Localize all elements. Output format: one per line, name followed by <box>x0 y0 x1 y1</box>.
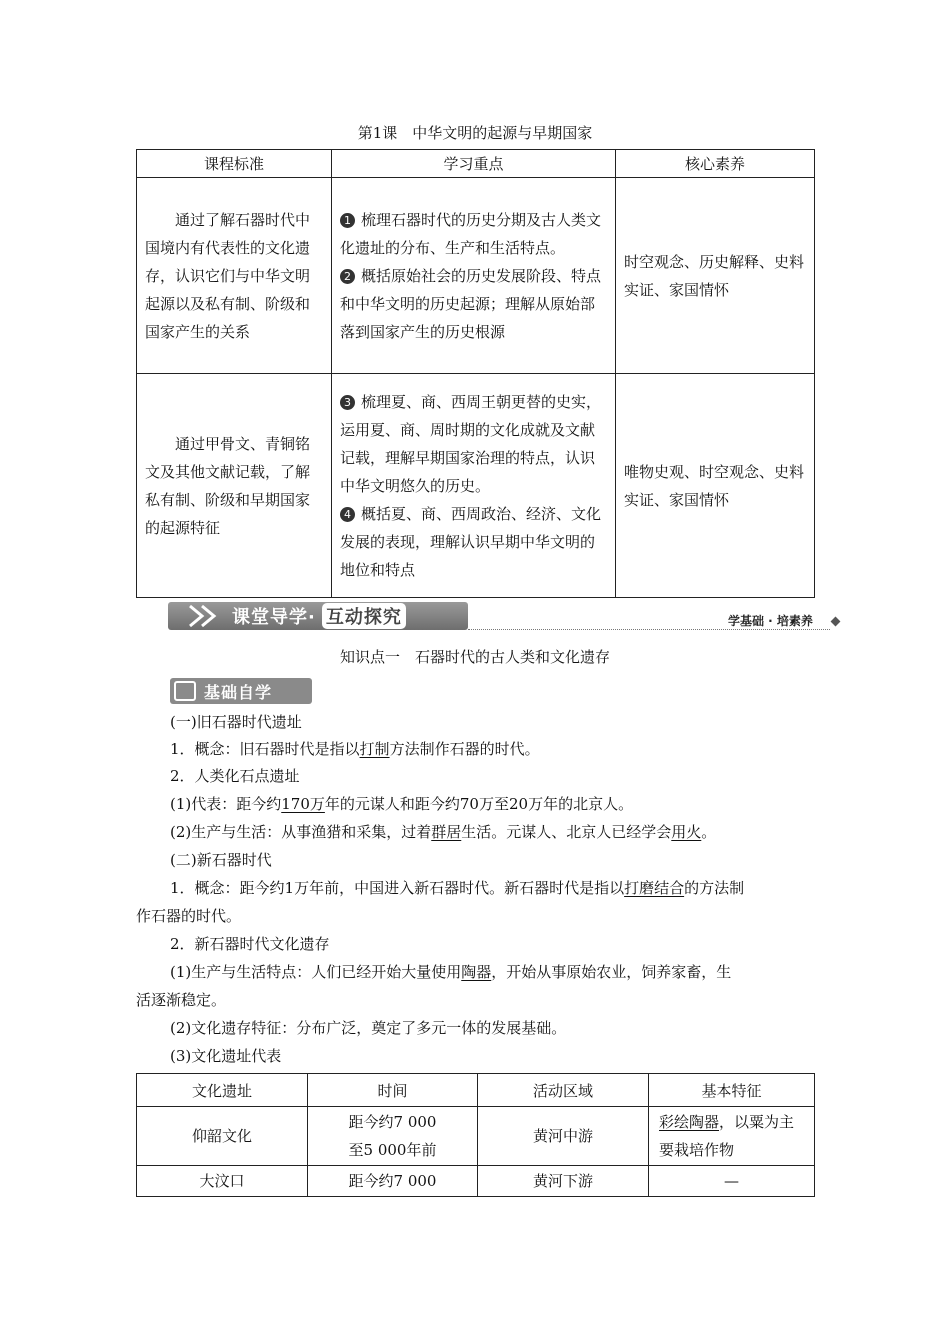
text: (2)生产与生活：从事渔猎和采集，过着 <box>170 823 432 841</box>
paragraph <box>170 874 744 902</box>
study-content <box>0 708 950 1068</box>
focus-text: 概括夏、商、西周政治、经济、文化发展的表现，理解认识早期中华文明的地位和特点 <box>340 504 602 579</box>
region-cell: 黄河下游 <box>478 1166 649 1197</box>
focus-item <box>340 388 607 500</box>
text: 1．概念：旧石器时代是指以 <box>170 740 360 758</box>
feature-cell: — <box>649 1166 815 1197</box>
text: 方法制作石器的时代。 <box>389 740 540 758</box>
text: 1．概念：距今约1万年前，中国进入新石器时代。新石器时代是指以 <box>170 879 625 897</box>
header-site: 文化遗址 <box>137 1074 308 1107</box>
text: 的方法制 <box>684 879 745 897</box>
curriculum-standards-table <box>136 149 815 598</box>
text: ，开始从事原始农业，饲养家畜，生 <box>491 963 732 981</box>
focus-item <box>340 500 607 584</box>
banner-title <box>232 603 406 629</box>
answer-blank: 打磨结合 <box>624 879 685 897</box>
paragraph <box>170 790 633 818</box>
section1-heading: (一)旧石器时代遗址 <box>170 713 302 731</box>
table-row <box>137 1107 815 1166</box>
focus-text: 梳理石器时代的历史分期及古人类文化遗址的分布、生产和生活特点。 <box>340 210 602 257</box>
number-badge-icon: 2 <box>340 269 355 284</box>
focus-cell <box>332 178 616 374</box>
header-focus: 学习重点 <box>332 150 616 178</box>
banner-slogan: 学基础 · 培素养 <box>728 614 813 628</box>
literacy-cell: 时空观念、历史解释、史料实证、家国情怀 <box>616 178 815 374</box>
banner-dot: · <box>308 607 316 628</box>
paragraph: (2)文化遗存特征：分布广泛，奠定了多元一体的发展基础。 <box>170 1019 567 1037</box>
sub-banner <box>170 678 312 704</box>
standard-cell: 通过甲骨文、青铜铭文及其他文献记载，了解私有制、阶级和早期国家的起源特征 <box>137 374 332 598</box>
number-badge-icon: 3 <box>340 395 355 410</box>
table-row <box>137 178 815 374</box>
banner-left-text: 课堂导学 <box>232 607 308 628</box>
header-literacy: 核心素养 <box>616 150 815 178</box>
text: 要栽培作物 <box>659 1141 735 1159</box>
time-cell <box>308 1107 478 1166</box>
paragraph <box>170 735 540 763</box>
banner-right-text: 互动探究 <box>322 603 406 629</box>
site-cell: 大汶口 <box>137 1166 308 1197</box>
number-badge-icon: 4 <box>340 507 355 522</box>
text: (1)生产与生活特点：人们已经开始大量使用 <box>170 963 462 981</box>
time-line: 距今约7 000 <box>348 1113 437 1131</box>
table-row <box>137 374 815 598</box>
focus-cell <box>332 374 616 598</box>
table-row <box>137 1166 815 1197</box>
chevron-double-right-icon <box>186 604 226 628</box>
focus-item <box>340 262 607 346</box>
answer-blank: 彩绘陶器 <box>659 1113 720 1131</box>
standard-cell: 通过了解石器时代中国境内有代表性的文化遗存，认识它们与中华文明起源以及私有制、阶级和国家产生的关系 <box>137 178 332 374</box>
focus-text: 概括原始社会的历史发展阶段、特点和中华文明的历史起源；理解从原始部落到国家产生的历史根源 <box>340 266 602 341</box>
answer-blank: 陶器 <box>461 963 492 981</box>
paragraph <box>170 818 716 846</box>
paragraph-continued: 作石器的时代。 <box>136 907 242 925</box>
text: ，以粟为主 <box>719 1113 795 1131</box>
literacy-cell: 唯物史观、时空观念、史料实证、家国情怀 <box>616 374 815 598</box>
paragraph: (3)文化遗址代表 <box>170 1047 282 1065</box>
number-badge-icon: 1 <box>340 213 355 228</box>
table-header-row <box>137 1074 815 1107</box>
table-header-row <box>137 150 815 178</box>
book-icon <box>174 681 196 701</box>
feature-cell <box>649 1107 815 1166</box>
section2-heading: (二)新石器时代 <box>170 851 272 869</box>
region-cell: 黄河中游 <box>478 1107 649 1166</box>
diamond-icon <box>831 617 841 627</box>
time-cell: 距今约7 000 <box>308 1166 478 1197</box>
paragraph-continued: 活逐渐稳定。 <box>136 991 227 1009</box>
paragraph: 2．人类化石点遗址 <box>170 767 300 785</box>
focus-item <box>340 206 607 262</box>
paragraph <box>170 958 731 986</box>
answer-blank: 用火 <box>671 823 702 841</box>
cultural-sites-table <box>136 1073 815 1197</box>
answer-blank: 170万 <box>281 795 325 813</box>
text: 。 <box>701 823 717 841</box>
focus-text: 梳理夏、商、西周王朝更替的史实，运用夏、商、周时期的文化成就及文献记载，理解早期国家治理的特点，认识中华文明悠久的历史。 <box>340 392 602 495</box>
header-region: 活动区域 <box>478 1074 649 1107</box>
answer-blank: 群居 <box>431 823 462 841</box>
header-standard: 课程标准 <box>137 150 332 178</box>
section-banner <box>168 598 468 634</box>
answer-blank: 打制 <box>359 740 390 758</box>
text: 生活。元谋人、北京人已经学会 <box>461 823 672 841</box>
banner-divider <box>468 629 830 630</box>
site-cell: 仰韶文化 <box>137 1107 308 1166</box>
header-time: 时间 <box>308 1074 478 1107</box>
header-feature: 基本特征 <box>649 1074 815 1107</box>
paragraph: 2．新石器时代文化遗存 <box>170 935 330 953</box>
lesson-title: 第1课 中华文明的起源与早期国家 <box>357 124 593 142</box>
knowledge-point-title: 知识点一 石器时代的古人类和文化遗存 <box>339 648 610 666</box>
sub-banner-title: 基础自学 <box>204 683 273 702</box>
text: 年的元谋人和距今约70万至20万年的北京人。 <box>324 795 634 813</box>
time-line: 至5 000年前 <box>348 1141 437 1159</box>
text: (1)代表：距今约 <box>170 795 282 813</box>
